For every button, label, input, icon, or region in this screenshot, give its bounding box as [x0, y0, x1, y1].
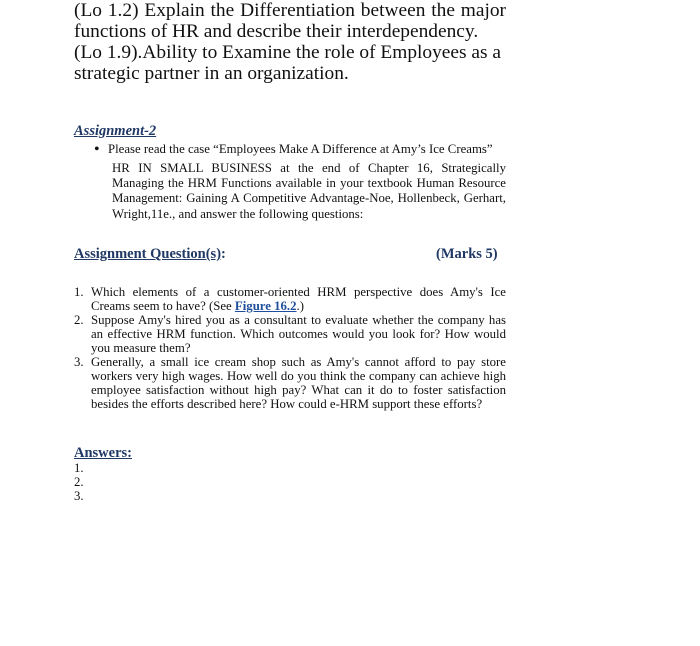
outcome-line-3: (Lo 1.9).Ability to Examine the role of Employees as a — [74, 42, 502, 63]
bullet-icon: • — [94, 141, 100, 158]
outcome-line-4: strategic partner in an organization. — [74, 63, 349, 84]
question-item-1 — [74, 285, 506, 313]
answer-item-3: 3. — [74, 489, 84, 503]
question-item-3 — [74, 355, 506, 411]
question-text-end: .) — [296, 299, 305, 313]
answers-list — [74, 461, 84, 503]
question-number: 3. — [74, 355, 84, 369]
figure-link[interactable]: Figure 16.2 — [234, 299, 297, 313]
question-number: 2. — [74, 313, 84, 327]
outcome-line-2: functions of HR and describe their interdependency. — [74, 21, 479, 42]
marks-label: (Marks 5) — [436, 246, 498, 262]
assignment-questions-heading — [74, 246, 226, 263]
question-text: Generally, a small ice cream shop such as Amy's cannot afford to pay store workers very high wages. How well do you think the company can achieve high employee satisfaction without high pay? What can it do to foster satisfaction besides the efforts described here? How could e-HRM support these efforts? — [91, 355, 506, 411]
instruction-first-line: Please read the case “Employees Make A Difference at Amy’s Ice Creams” — [108, 142, 493, 156]
assignment-questions-heading-text: Assignment Question(s) — [74, 246, 222, 262]
question-number: 1. — [74, 285, 84, 299]
question-text: Which elements of a customer-oriented HRM perspective does Amy's Ice Creams seem to have? (See — [91, 285, 506, 313]
answer-item-2: 2. — [74, 475, 84, 489]
assignment-heading: Assignment-2 — [74, 123, 157, 139]
assignment-questions-colon: : — [221, 246, 226, 262]
outcome-line-1: (Lo 1.2) Explain the Differentiation between the major — [74, 0, 506, 21]
answer-item-1: 1. — [74, 461, 84, 475]
answers-heading: Answers: — [74, 445, 132, 461]
learning-outcomes — [74, 0, 506, 84]
instruction-continuation: HR IN SMALL BUSINESS at the end of Chapter 16, Strategically Managing the HRM Functions available in your textbook Human Resource Management: Gaining A Competitive Advantage-Noe, Hollenbeck, Gerhart, Wright,11e., and answer the following questions: — [112, 161, 506, 221]
question-list — [74, 285, 506, 411]
question-item-2 — [74, 313, 506, 355]
question-text: Suppose Amy's hired you as a consultant to evaluate whether the company has an effective HRM function. Which outcomes would you look for? How would you measure them? — [91, 313, 506, 355]
